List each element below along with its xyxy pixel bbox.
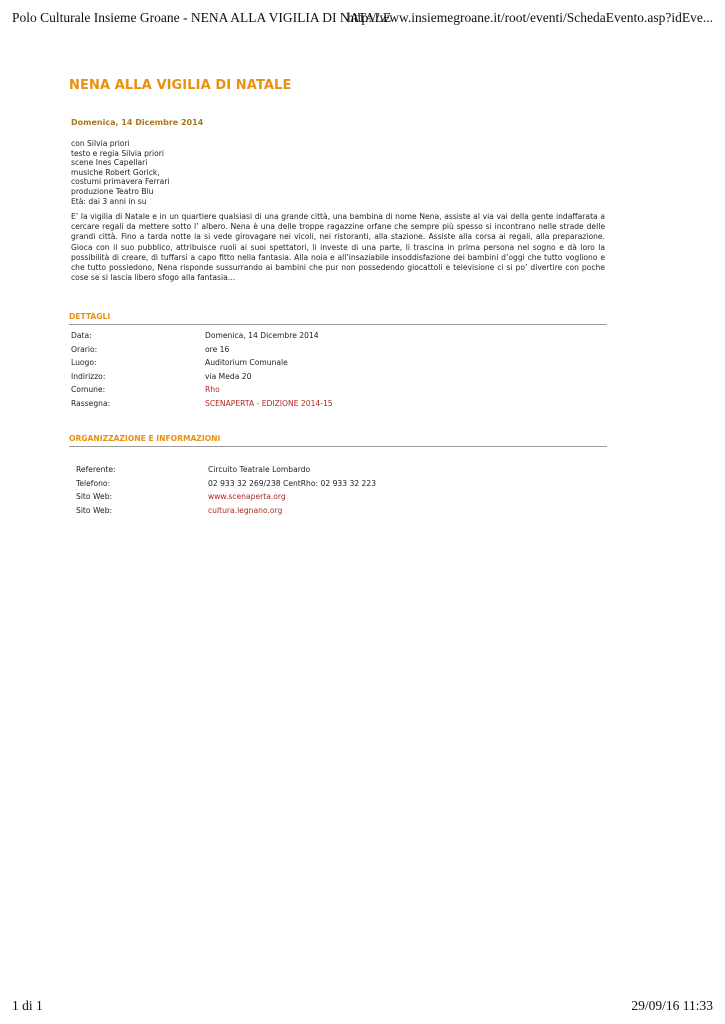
credit-line: musiche Robert Gorick, (71, 167, 160, 177)
org-label: Sito Web: (76, 505, 113, 515)
org-label: Telefono: (76, 478, 111, 488)
organization-table (76, 465, 376, 519)
details-value: Domenica, 14 Dicembre 2014 (205, 331, 319, 340)
details-table (71, 331, 333, 412)
org-row-website (76, 492, 376, 506)
print-footer-datetime: 29/09/16 11:33 (631, 998, 713, 1013)
series-link[interactable]: SCENAPERTA - EDIZIONE 2014-15 (205, 398, 333, 408)
details-label: Orario: (71, 344, 98, 354)
credit-line: costumi primavera Ferrari (71, 177, 170, 187)
org-value: 02 933 32 269/238 CentRho: 02 933 32 223 (208, 478, 377, 488)
details-value: ore 16 (205, 344, 230, 354)
event-content (69, 78, 607, 515)
details-heading: DETTAGLI (69, 312, 607, 325)
org-label: Sito Web: (76, 492, 113, 501)
event-description: E’ la vigilia di Natale e in un quartiere qualsiasi di una grande città, una bambina di nome Nena, assiste al via vai della gente indaffarata a cercare regali da mettere sotto l’ albero. Nena è una delle troppe ragazzine orfane che sempre più spesso si incontrano nelle strade delle grandi città. Fino a tarda notte la si vede girovagare nei vicoli, nei ristoranti, alla stazione. Assiste alla corsa ai regali, alla preparazione. Gioca con il suo pubblico, attribuisce ruoli ai suoi spettatori, li investe di una parte, li trascina in prima persona nel sogno e dà loro la possibilità di creare, di tuffarsi a capo fitto nella fantasia. Alla noia e all’insaziabile insoddisfazione dei bambini d’oggi che tutto vogliono e che tutto possiedono, Nena risponde sussurrando ai bambini che pur non possedendo giocattoli e televisione ci si po’ divertire con poche cose se si lascia libero sfogo alla fantasia... (71, 212, 605, 283)
details-row-venue (71, 358, 333, 372)
details-row-series (71, 399, 333, 413)
details-value: Auditorium Comunale (205, 358, 288, 367)
org-label: Referente: (76, 465, 116, 474)
website-link-scenaperta[interactable]: www.scenaperta.org (208, 492, 286, 501)
municipality-link[interactable]: Rho (205, 385, 220, 394)
details-label: Rassegna: (71, 398, 111, 408)
print-footer-page-count: 1 di 1 (12, 998, 43, 1013)
credit-line: Età: dai 3 anni in su (71, 196, 147, 206)
org-row-contact (76, 465, 376, 479)
credit-line: testo e regia Silvia priori (71, 148, 164, 158)
event-date: Domenica, 14 Dicembre 2014 (71, 118, 204, 127)
details-value: via Meda 20 (205, 371, 252, 381)
credit-line: produzione Teatro Blu (71, 186, 154, 196)
org-row-phone (76, 479, 376, 493)
details-label: Luogo: (71, 358, 97, 367)
organization-heading: ORGANIZZAZIONE E INFORMAZIONI (69, 434, 607, 447)
details-row-municipality (71, 385, 333, 399)
event-credits (71, 139, 170, 206)
print-header-page-title: Polo Culturale Insieme Groane - NENA ALLA VIGILIA DI NATALE (12, 10, 392, 25)
org-value: Circuito Teatrale Lombardo (208, 465, 311, 474)
details-label: Data: (71, 331, 92, 340)
details-row-time (71, 345, 333, 359)
org-row-website (76, 506, 376, 520)
print-header-url: http://www.insiemegroane.it/root/eventi/SchedaEvento.asp?idEve... (347, 10, 713, 25)
details-label: Comune: (71, 385, 106, 394)
details-label: Indirizzo: (71, 371, 106, 381)
credit-line: scene Ines Capellari (71, 158, 148, 168)
details-row-date (71, 331, 333, 345)
details-row-address (71, 372, 333, 386)
credit-line: con Silvia priori (71, 139, 130, 148)
event-title: NENA ALLA VIGILIA DI NATALE (69, 78, 292, 93)
website-link-legnano[interactable]: cultura.legnano.org (208, 505, 283, 515)
